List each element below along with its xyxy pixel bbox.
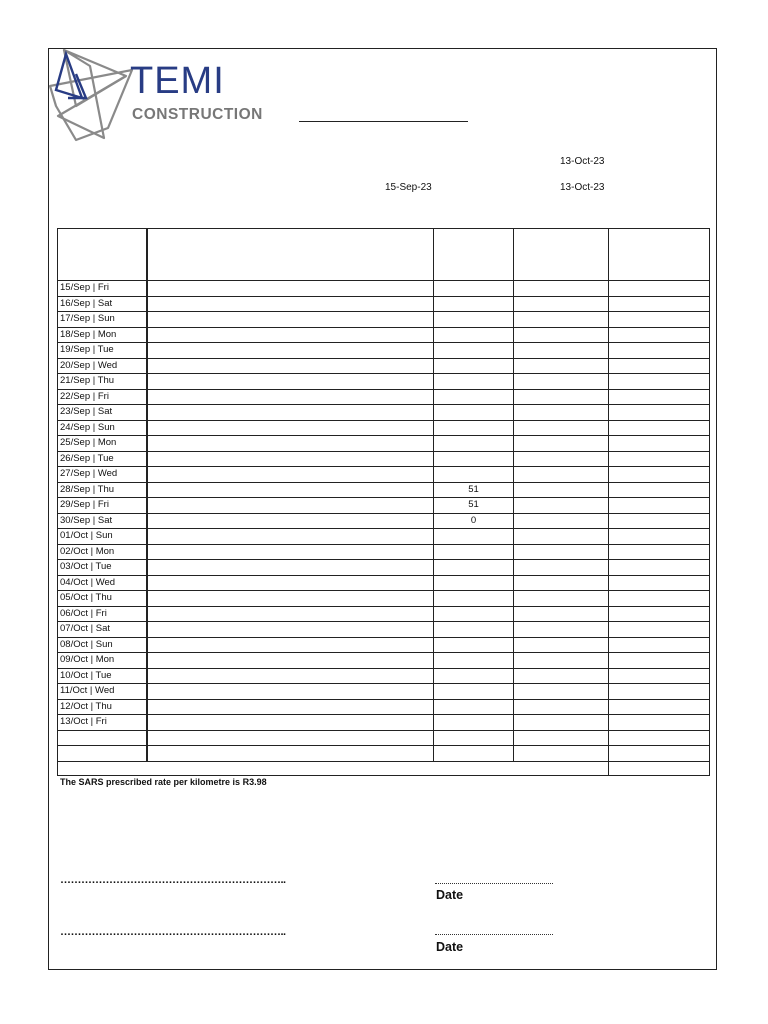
description-cell (147, 544, 434, 560)
data-cell (514, 544, 609, 560)
logo-name: TEMI (130, 60, 225, 102)
data-cell (514, 746, 609, 762)
day-cell: 07/Oct | Sat (58, 622, 147, 638)
table-row (58, 312, 710, 328)
day-cell: 18/Sep | Mon (58, 327, 147, 343)
data-cell (514, 591, 609, 607)
day-cell: 16/Sep | Sat (58, 296, 147, 312)
table-row (58, 296, 710, 312)
km-cell (434, 684, 514, 700)
description-cell (147, 637, 434, 653)
star-logo-icon (46, 46, 136, 142)
table-row (58, 358, 710, 374)
data-cell (514, 389, 609, 405)
data-cell (514, 482, 609, 498)
table-row (58, 575, 710, 591)
table-row (58, 343, 710, 359)
day-cell: 03/Oct | Tue (58, 560, 147, 576)
description-cell (147, 343, 434, 359)
data-cell (514, 699, 609, 715)
date-line-1 (435, 883, 553, 884)
table-row (58, 374, 710, 390)
table-row (58, 668, 710, 684)
day-cell: 29/Sep | Fri (58, 498, 147, 514)
description-cell (147, 358, 434, 374)
data-cell (609, 591, 710, 607)
day-cell: 27/Sep | Wed (58, 467, 147, 483)
travel-log-table (57, 228, 710, 776)
description-cell (147, 420, 434, 436)
data-cell (609, 498, 710, 514)
data-cell (514, 622, 609, 638)
km-cell (434, 730, 514, 746)
data-cell (514, 312, 609, 328)
table-row (58, 467, 710, 483)
signature-line-1: ……………………………………………………….. (60, 874, 286, 886)
km-cell (434, 467, 514, 483)
km-cell (434, 575, 514, 591)
km-cell (434, 343, 514, 359)
data-cell (514, 730, 609, 746)
km-cell (434, 746, 514, 762)
table-row (58, 606, 710, 622)
day-cell: 12/Oct | Thu (58, 699, 147, 715)
description-cell (147, 668, 434, 684)
day-cell: 24/Sep | Sun (58, 420, 147, 436)
km-cell (434, 281, 514, 297)
table-row (58, 591, 710, 607)
table-row (58, 684, 710, 700)
header-cell (514, 229, 609, 281)
title-underline (299, 121, 468, 122)
description-cell (147, 653, 434, 669)
data-cell (609, 637, 710, 653)
data-cell (609, 467, 710, 483)
day-cell: 22/Sep | Fri (58, 389, 147, 405)
day-cell: 26/Sep | Tue (58, 451, 147, 467)
description-cell (147, 436, 434, 452)
data-cell (609, 622, 710, 638)
day-cell: 21/Sep | Thu (58, 374, 147, 390)
data-cell (514, 467, 609, 483)
header-cell (434, 229, 514, 281)
company-logo (46, 46, 266, 146)
data-cell (609, 699, 710, 715)
table-total-row (58, 761, 710, 775)
data-cell (514, 358, 609, 374)
day-cell: 15/Sep | Fri (58, 281, 147, 297)
data-cell (514, 327, 609, 343)
data-cell (609, 358, 710, 374)
data-cell (514, 343, 609, 359)
header-cell (58, 229, 147, 281)
data-cell (514, 436, 609, 452)
day-cell: 20/Sep | Wed (58, 358, 147, 374)
description-cell (147, 622, 434, 638)
data-cell (514, 653, 609, 669)
km-cell (434, 637, 514, 653)
table-row (58, 746, 710, 762)
table-row (58, 451, 710, 467)
km-cell (434, 327, 514, 343)
day-cell: 28/Sep | Thu (58, 482, 147, 498)
data-cell (514, 374, 609, 390)
sars-rate-note: The SARS prescribed rate per kilometre is R3.98 (60, 777, 267, 787)
description-cell (147, 482, 434, 498)
table-row (58, 699, 710, 715)
km-cell (434, 606, 514, 622)
km-cell (434, 591, 514, 607)
km-cell: 51 (434, 498, 514, 514)
table-row (58, 637, 710, 653)
data-cell (609, 606, 710, 622)
signature-line-2: ……………………………………………………….. (60, 926, 286, 938)
data-cell (609, 653, 710, 669)
description-cell (147, 699, 434, 715)
data-cell (514, 668, 609, 684)
data-cell (609, 296, 710, 312)
data-cell (609, 730, 710, 746)
day-cell: 19/Sep | Tue (58, 343, 147, 359)
description-cell (147, 606, 434, 622)
data-cell (609, 746, 710, 762)
data-cell (514, 281, 609, 297)
km-cell (434, 544, 514, 560)
table-row (58, 405, 710, 421)
day-cell (58, 746, 147, 762)
end-date-2: 13-Oct-23 (560, 182, 605, 193)
km-cell (434, 374, 514, 390)
table-row (58, 420, 710, 436)
description-cell (147, 560, 434, 576)
data-cell (514, 420, 609, 436)
description-cell (147, 296, 434, 312)
table-row (58, 281, 710, 297)
description-cell (147, 746, 434, 762)
data-cell (514, 296, 609, 312)
table-header-row (58, 229, 710, 281)
km-cell (434, 622, 514, 638)
km-cell (434, 653, 514, 669)
km-cell (434, 668, 514, 684)
table-row (58, 327, 710, 343)
day-cell: 01/Oct | Sun (58, 529, 147, 545)
day-cell: 05/Oct | Thu (58, 591, 147, 607)
data-cell (514, 575, 609, 591)
total-value-cell (609, 761, 710, 775)
data-cell (609, 327, 710, 343)
description-cell (147, 327, 434, 343)
km-cell (434, 312, 514, 328)
km-cell: 0 (434, 513, 514, 529)
data-cell (609, 560, 710, 576)
description-cell (147, 312, 434, 328)
table-row (58, 653, 710, 669)
km-cell (434, 715, 514, 731)
km-cell (434, 405, 514, 421)
data-cell (609, 436, 710, 452)
day-cell: 17/Sep | Sun (58, 312, 147, 328)
day-cell: 13/Oct | Fri (58, 715, 147, 731)
data-cell (514, 637, 609, 653)
data-cell (514, 451, 609, 467)
day-cell: 11/Oct | Wed (58, 684, 147, 700)
km-cell: 51 (434, 482, 514, 498)
data-cell (514, 513, 609, 529)
data-cell (609, 482, 710, 498)
description-cell (147, 281, 434, 297)
description-cell (147, 451, 434, 467)
header-cell (609, 229, 710, 281)
description-cell (147, 498, 434, 514)
data-cell (514, 715, 609, 731)
description-cell (147, 730, 434, 746)
description-cell (147, 529, 434, 545)
data-cell (609, 575, 710, 591)
day-cell: 02/Oct | Mon (58, 544, 147, 560)
data-cell (609, 684, 710, 700)
description-cell (147, 684, 434, 700)
table-row (58, 436, 710, 452)
km-cell (434, 389, 514, 405)
km-cell (434, 699, 514, 715)
header-cell (147, 229, 434, 281)
km-cell (434, 451, 514, 467)
date-label-1: Date (436, 888, 464, 902)
data-cell (609, 420, 710, 436)
day-cell: 08/Oct | Sun (58, 637, 147, 653)
day-cell (58, 730, 147, 746)
description-cell (147, 575, 434, 591)
table-row (58, 498, 710, 514)
date-line-2 (435, 934, 553, 935)
start-date: 15-Sep-23 (385, 182, 432, 193)
data-cell (514, 560, 609, 576)
date-label-2: Date (436, 940, 464, 954)
description-cell (147, 389, 434, 405)
km-cell (434, 560, 514, 576)
table-row (58, 622, 710, 638)
day-cell: 10/Oct | Tue (58, 668, 147, 684)
data-cell (609, 544, 710, 560)
table-row (58, 560, 710, 576)
day-cell: 09/Oct | Mon (58, 653, 147, 669)
data-cell (609, 343, 710, 359)
table-row (58, 529, 710, 545)
table-row (58, 389, 710, 405)
data-cell (609, 451, 710, 467)
km-cell (434, 420, 514, 436)
day-cell: 30/Sep | Sat (58, 513, 147, 529)
end-date-1: 13-Oct-23 (560, 156, 605, 167)
data-cell (514, 498, 609, 514)
km-cell (434, 436, 514, 452)
day-cell: 06/Oct | Fri (58, 606, 147, 622)
description-cell (147, 374, 434, 390)
data-cell (514, 684, 609, 700)
description-cell (147, 513, 434, 529)
data-cell (609, 312, 710, 328)
table-row (58, 730, 710, 746)
data-cell (609, 374, 710, 390)
table-row (58, 513, 710, 529)
day-cell: 23/Sep | Sat (58, 405, 147, 421)
data-cell (514, 529, 609, 545)
description-cell (147, 405, 434, 421)
table-row (58, 482, 710, 498)
km-cell (434, 296, 514, 312)
data-cell (609, 668, 710, 684)
data-cell (609, 715, 710, 731)
table-row (58, 715, 710, 731)
data-cell (609, 513, 710, 529)
km-cell (434, 529, 514, 545)
data-cell (609, 529, 710, 545)
day-cell: 04/Oct | Wed (58, 575, 147, 591)
description-cell (147, 591, 434, 607)
day-cell: 25/Sep | Mon (58, 436, 147, 452)
data-cell (609, 405, 710, 421)
logo-subtitle: CONSTRUCTION (132, 106, 263, 123)
description-cell (147, 715, 434, 731)
table-row (58, 544, 710, 560)
total-label-cell (58, 761, 609, 775)
km-cell (434, 358, 514, 374)
data-cell (609, 281, 710, 297)
description-cell (147, 467, 434, 483)
data-cell (514, 405, 609, 421)
data-cell (609, 389, 710, 405)
data-cell (514, 606, 609, 622)
